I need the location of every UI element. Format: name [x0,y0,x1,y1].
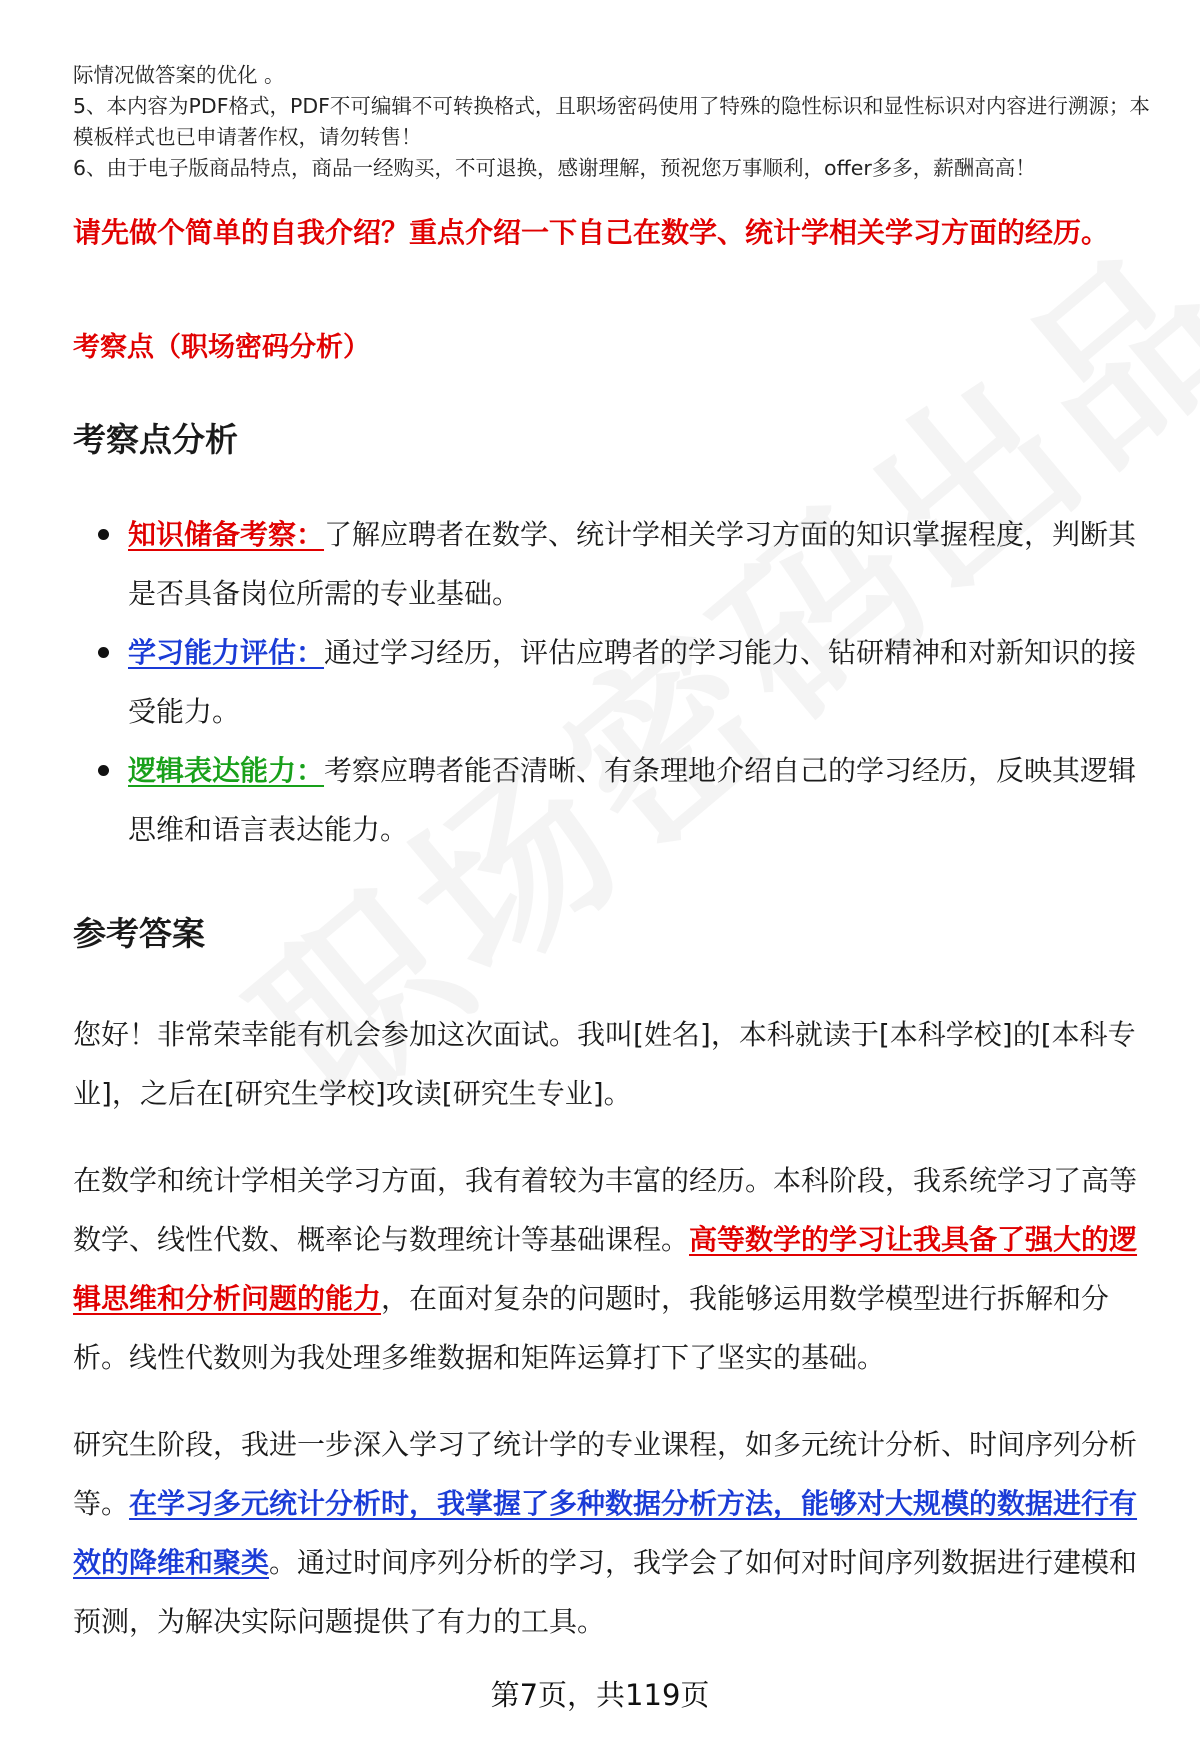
point-text: 了解应聘者在数学、统计学相关学习方面的知识掌握程度，判断其是否具备岗位所需的专业基础。 [128,518,1137,610]
answer-paragraph [73,1151,1153,1387]
point-label: 知识储备考察： [128,518,325,551]
answer-paragraph [73,1415,1153,1651]
answer-paragraph [73,1005,1153,1123]
page-number: 第7页，共119页 [490,1678,710,1712]
assessment-point-label: 考察点（职场密码分析） [73,332,370,363]
list-item [73,505,1153,623]
list-item [73,741,1153,859]
interview-question: 请先做个简单的自我介绍？重点介绍一下自己在数学、统计学相关学习方面的经历。 [73,216,1110,249]
paragraph-text: 您好！非常荣幸能有机会参加这次面试。我叫[姓名]，本科就读于[本科学校]的[本科专业]，之后在[研究生学校]攻读[研究生专业]。 [73,1018,1136,1110]
note-line: 际情况做答案的优化 。 [73,63,285,87]
paragraph-text: 在数学和统计学相关学习方面，我有着较为丰富的经历。本科阶段，我系统学习了高等数学、线性代数、概率论与数理统计等基础课程。 [73,1164,1138,1256]
point-text: 通过学习经历，评估应聘者的学习能力、钻研精神和对新知识的接受能力。 [128,636,1137,728]
note-line: 6、由于电子版商品特点，商品一经购买，不可退换，感谢理解，预祝您万事顺利，offer多多，薪酬高高！ [73,156,1036,180]
point-label: 逻辑表达能力： [128,754,325,787]
paragraph-text: 。通过时间序列分析的学习，我学会了如何对时间序列数据进行建模和预测，为解决实际问题提供了有力的工具。 [73,1546,1138,1638]
bullet-icon [98,647,109,658]
bullet-icon [98,765,109,776]
analysis-heading: 考察点分析 [73,420,238,459]
bullet-icon [98,529,109,540]
paragraph-text: 研究生阶段，我进一步深入学习了统计学的专业课程，如多元统计分析、时间序列分析等。 [73,1428,1138,1520]
answer-heading: 参考答案 [73,914,205,953]
analysis-list [73,505,1153,859]
notes-block [73,60,1163,184]
note-line: 5、本内容为PDF格式，PDF不可编辑不可转换格式，且职场密码使用了特殊的隐性标识和显性标识对内容进行溯源；本模板样式也已申请著作权，请勿转售！ [73,94,1150,149]
point-label: 学习能力评估： [128,636,325,669]
list-item [73,623,1153,741]
highlight-text: 在学习多元统计分析时，我掌握了多种数据分析方法，能够对大规模的数据进行有效的降维和聚类 [73,1487,1138,1579]
paragraph-text: ，在面对复杂的问题时，我能够运用数学模型进行拆解和分析。线性代数则为我处理多维数据和矩阵运算打下了坚实的基础。 [73,1282,1110,1374]
point-text: 考察应聘者能否清晰、有条理地介绍自己的学习经历，反映其逻辑思维和语言表达能力。 [128,754,1137,846]
highlight-text: 高等数学的学习让我具备了强大的逻辑思维和分析问题的能力 [73,1223,1138,1315]
